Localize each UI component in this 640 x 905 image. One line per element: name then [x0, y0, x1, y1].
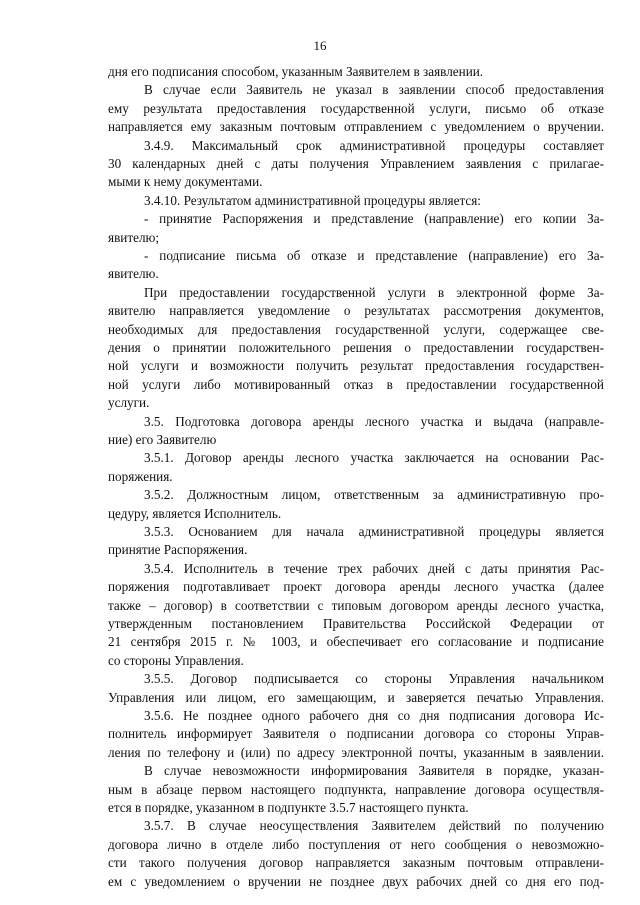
text-line: полнитель информирует Заявителя о подписании договора со стороны Управ-: [108, 726, 604, 742]
text-line: ем с уведомлением о вручении не позднее двух рабочих дней со дня его под-: [108, 873, 604, 889]
text-line: 3.5.4. Исполнитель в течение трех рабочих дней с даты принятия Рас-: [144, 560, 604, 576]
text-line: В случае невозможности информирования Заявителя в порядке, указан-: [144, 763, 604, 779]
text-line: явителю;: [108, 229, 160, 245]
text-line: явителю.: [108, 266, 159, 282]
page-number: 16: [313, 38, 327, 53]
text-line: сти такого получения договор направляется заказным почтовым отправлени-: [108, 855, 604, 871]
text-line: 3.5.3. Основанием для начала административной процедуры является: [144, 524, 604, 539]
text-line: ной услуги и возможности получить результат предоставления государствен-: [108, 358, 604, 374]
text-line: При предоставлении государственной услуги в электронной форме За-: [144, 284, 604, 300]
text-line: - подписание письма об отказе и представление (направление) его За-: [144, 248, 604, 263]
text-line: ние) его Заявителю: [108, 432, 217, 447]
text-line: мыми к нему документами.: [108, 174, 263, 190]
text-line: также – договор) в соответствии с типовым договором аренды лесного участка,: [108, 597, 604, 613]
text-line: 3.5. Подготовка договора аренды лесного участка и выдача (направле-: [144, 413, 604, 429]
text-line: дня его подписания способом, указанным Заявителем в заявлении.: [108, 64, 484, 79]
text-line: поряжения.: [108, 468, 173, 484]
text-line: ления по телефону и (или) по адресу электронной почты, указанным в заявлении.: [108, 744, 604, 760]
text-line: 3.4.10. Результатом административной процедуры является:: [144, 192, 481, 208]
text-line: В случае если Заявитель не указал в заявлении способ предоставления: [144, 82, 604, 98]
text-line: 3.4.9. Максимальный срок административной процедуры составляет: [144, 137, 604, 153]
text-line: ется в порядке, указанном в подпункте 3.5.7 настоящего пункта.: [108, 800, 469, 815]
text-line: явителю направляется уведомление о результатах рассмотрения документов,: [108, 303, 604, 319]
text-line: ему результата предоставления государственной услуги, письмо об отказе: [108, 100, 604, 116]
text-line: 3.5.5. Договор подписывается со стороны Управления начальником: [144, 671, 604, 687]
text-line: 3.5.6. Не позднее одного рабочего дня со дня подписания договора Ис-: [144, 708, 604, 723]
text-line: 30 календарных дней с даты получения Управлением заявления с прилагае-: [108, 156, 604, 171]
text-line: услуги.: [108, 395, 150, 411]
text-line: принятие Распоряжения.: [108, 542, 248, 558]
text-line: утвержденным постановлением Правительства Российской Федерации от: [108, 616, 604, 631]
text-line: 3.5.7. В случае неосуществления Заявителем действий по получению: [144, 818, 604, 834]
text-line: договора лично в отделе либо поступления от него сообщения о невозможно-: [108, 836, 604, 852]
text-line: поряжения подготавливает проект договора аренды лесного участка (далее: [108, 579, 604, 595]
text-line: дения о принятии положительного решения о предоставлении государствен-: [108, 340, 604, 355]
text-line: цедуру, является Исполнитель.: [108, 505, 282, 521]
text-line: - принятие Распоряжения и представление (направление) его копии За-: [144, 211, 604, 227]
text-line: Управления или лицом, его замещающим, и заверяется печатью Управления.: [108, 689, 604, 705]
text-line: ной услуги либо мотивированный отказ в предоставлении государственной: [108, 376, 604, 392]
text-line: необходимых для предоставления государственной услуги, содержащее све-: [108, 321, 604, 337]
text-line: 21 сентября 2015 г. № 1003, и обеспечивает его согласование и подписание: [108, 634, 604, 650]
text-line: ным в абзаце первом настоящего подпункта, направление договора осуществля-: [108, 781, 604, 797]
text-line: 3.5.2. Должностным лицом, ответственным за административную про-: [144, 487, 604, 503]
text-line: направляется ему заказным почтовым отправлением с уведомлением о вручении.: [108, 119, 604, 135]
text-line: 3.5.1. Договор аренды лесного участка заключается на основании Рас-: [144, 450, 604, 466]
text-line: со стороны Управления.: [108, 652, 244, 668]
